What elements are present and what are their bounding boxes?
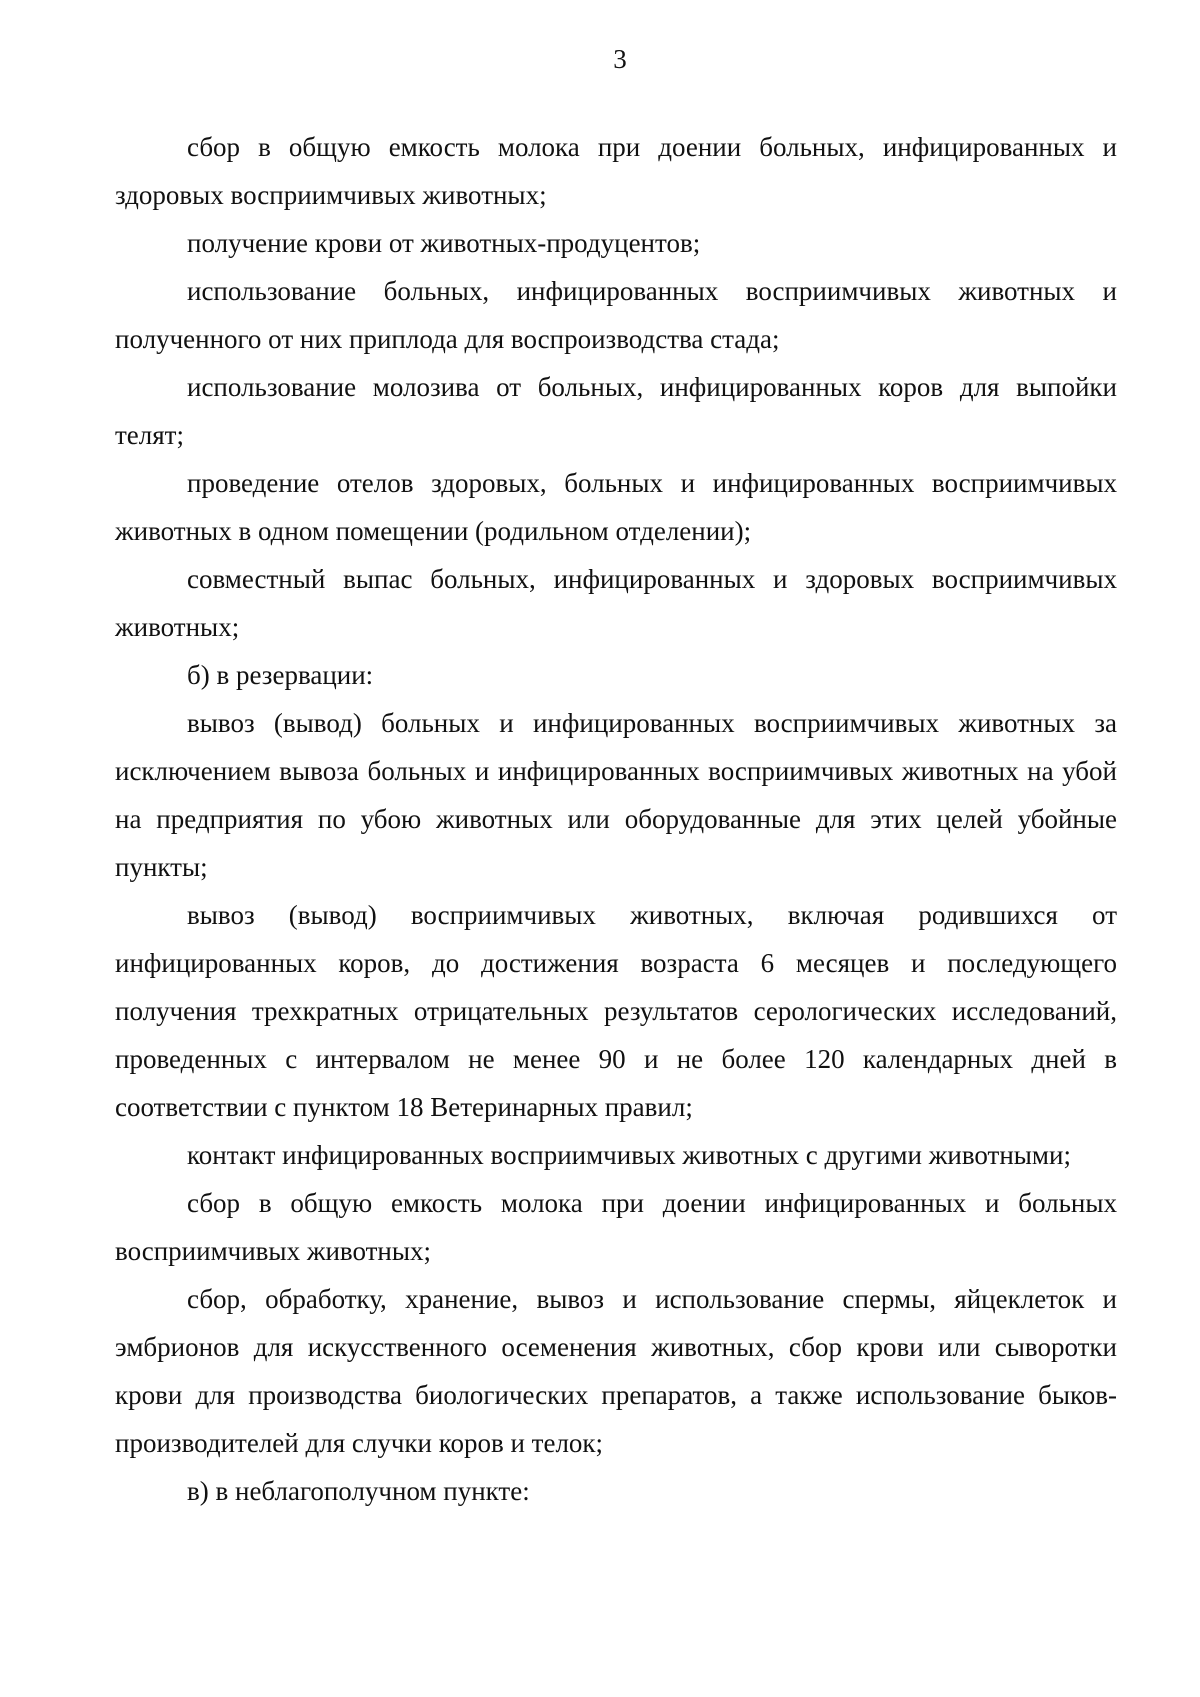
paragraph: вывоз (вывод) больных и инфицированных восприимчивых животных за исключением вывоза больных и инфицированных восприимчивых животных на убой на предприятия по убою животных или оборудованные для этих целей убойные пункты;	[115, 708, 1117, 882]
paragraph: сбор в общую емкость молока при доении инфицированных и больных восприимчивых животных;	[115, 1188, 1117, 1266]
paragraph: использование больных, инфицированных восприимчивых животных и полученного от них приплода для воспроизводства стада;	[115, 276, 1117, 354]
paragraph: проведение отелов здоровых, больных и инфицированных восприимчивых животных в одном помещении (родильном отделении);	[115, 468, 1117, 546]
paragraph: совместный выпас больных, инфицированных и здоровых восприимчивых животных;	[115, 564, 1117, 642]
paragraph: сбор, обработку, хранение, вывоз и использование спермы, яйцеклеток и эмбрионов для искусственного осеменения животных, сбор крови или сыворотки крови для производства биологических препаратов, а также использование быков-производителей для случки коров и телок;	[115, 1284, 1117, 1458]
paragraph: контакт инфицированных восприимчивых животных с другими животными;	[187, 1140, 1071, 1170]
paragraph: вывоз (вывод) восприимчивых животных, включая родившихся от инфицированных коров, до достижения возраста 6 месяцев и последующего получения трехкратных отрицательных результатов серологических исследований, проведенных с интервалом не менее 90 и не более 120 календарных дней в соответствии с пунктом 18 Ветеринарных правил;	[115, 900, 1117, 1122]
document-body	[115, 123, 1117, 1515]
paragraph: использование молозива от больных, инфицированных коров для выпойки телят;	[115, 372, 1117, 450]
section-heading-v: в) в неблагополучном пункте:	[187, 1476, 530, 1506]
section-heading-b: б) в резервации:	[187, 660, 374, 690]
page-number: 3	[613, 44, 627, 74]
paragraph: сбор в общую емкость молока при доении больных, инфицированных и здоровых восприимчивых животных;	[115, 132, 1117, 210]
paragraph: получение крови от животных-продуцентов;	[187, 228, 701, 258]
